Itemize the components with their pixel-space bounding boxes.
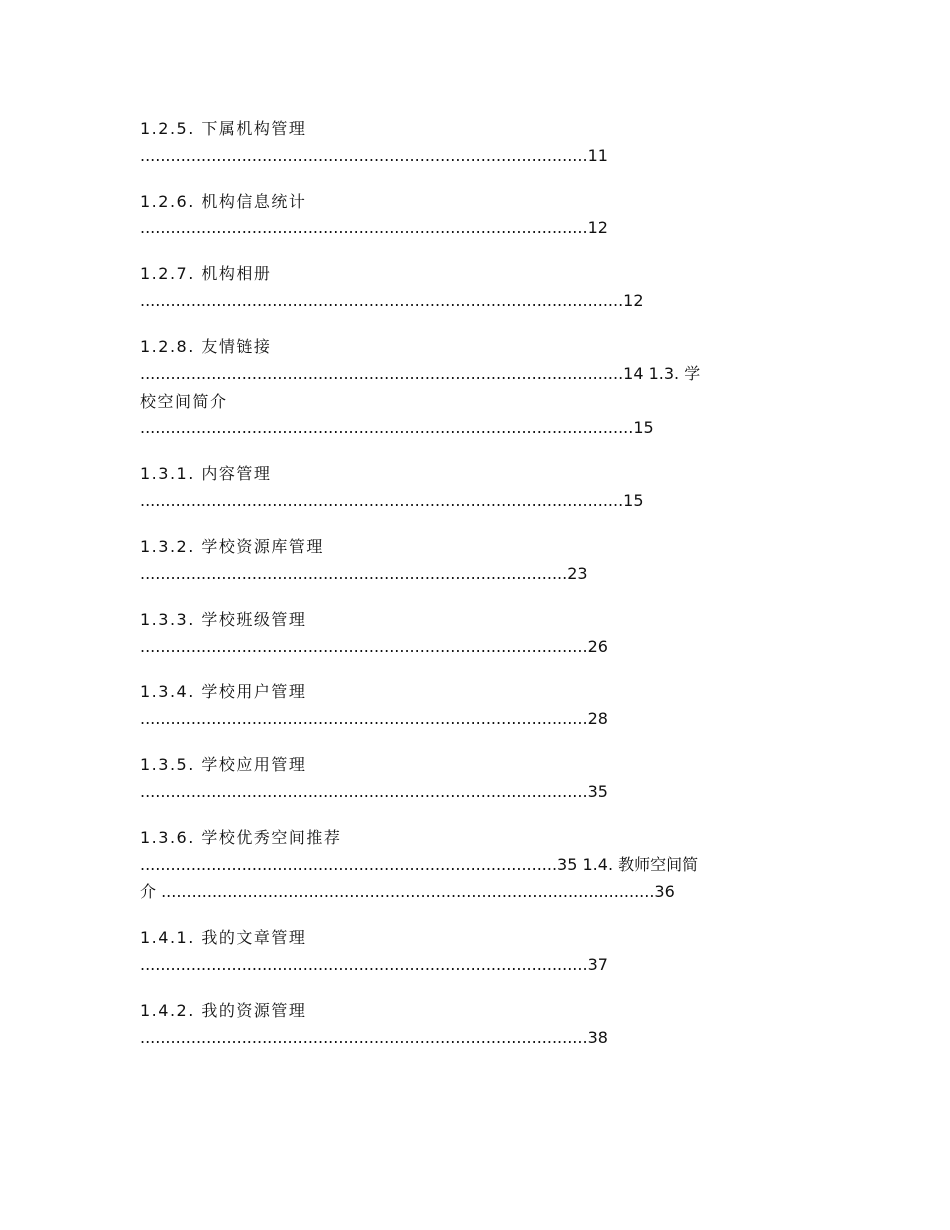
toc-entry-leader: ........................................................................................38 (140, 1028, 608, 1047)
toc-entry-title: 1.3.1. 内容管理 (140, 464, 272, 483)
toc-entry-continuation: 校空间简介 (140, 392, 228, 411)
toc-entry-leader: ........................................................................................35 (140, 782, 608, 801)
toc-entry-continuation: 介 .................................................................................................36 (140, 882, 675, 901)
toc-entry-leader: .................................................................................................15 (140, 418, 654, 437)
toc-entry-leader: ..................................................................................35 1.4. 教师空间简 (140, 855, 699, 874)
toc-entry-leader: ...............................................................................................12 (140, 291, 644, 310)
toc-entry-leader: ........................................................................................26 (140, 637, 608, 656)
toc-entry-leader: ....................................................................................23 (140, 564, 588, 583)
toc-entry-title: 1.3.4. 学校用户管理 (140, 682, 307, 701)
toc-entry-leader: ........................................................................................28 (140, 709, 608, 728)
toc-entry-title: 1.2.5. 下属机构管理 (140, 119, 307, 138)
toc-entry-title: 1.4.2. 我的资源管理 (140, 1001, 307, 1020)
toc-entry-leader: ...............................................................................................15 (140, 491, 644, 510)
toc-entry-leader: ........................................................................................12 (140, 218, 608, 237)
toc-entry-leader: ........................................................................................37 (140, 955, 608, 974)
toc-entry-title: 1.3.2. 学校资源库管理 (140, 537, 324, 556)
toc-entry-title: 1.3.3. 学校班级管理 (140, 610, 307, 629)
toc-entry-title: 1.2.7. 机构相册 (140, 264, 272, 283)
toc-entry-title: 1.2.6. 机构信息统计 (140, 192, 307, 211)
toc-entry-leader: ...............................................................................................14 1.3. 学 (140, 364, 701, 383)
toc-entry-title: 1.3.5. 学校应用管理 (140, 755, 307, 774)
toc-entry-leader: ........................................................................................11 (140, 146, 608, 165)
toc-entry-title: 1.3.6. 学校优秀空间推荐 (140, 828, 342, 847)
toc-entry-title: 1.2.8. 友情链接 (140, 337, 272, 356)
toc-entry-title: 1.4.1. 我的文章管理 (140, 928, 307, 947)
